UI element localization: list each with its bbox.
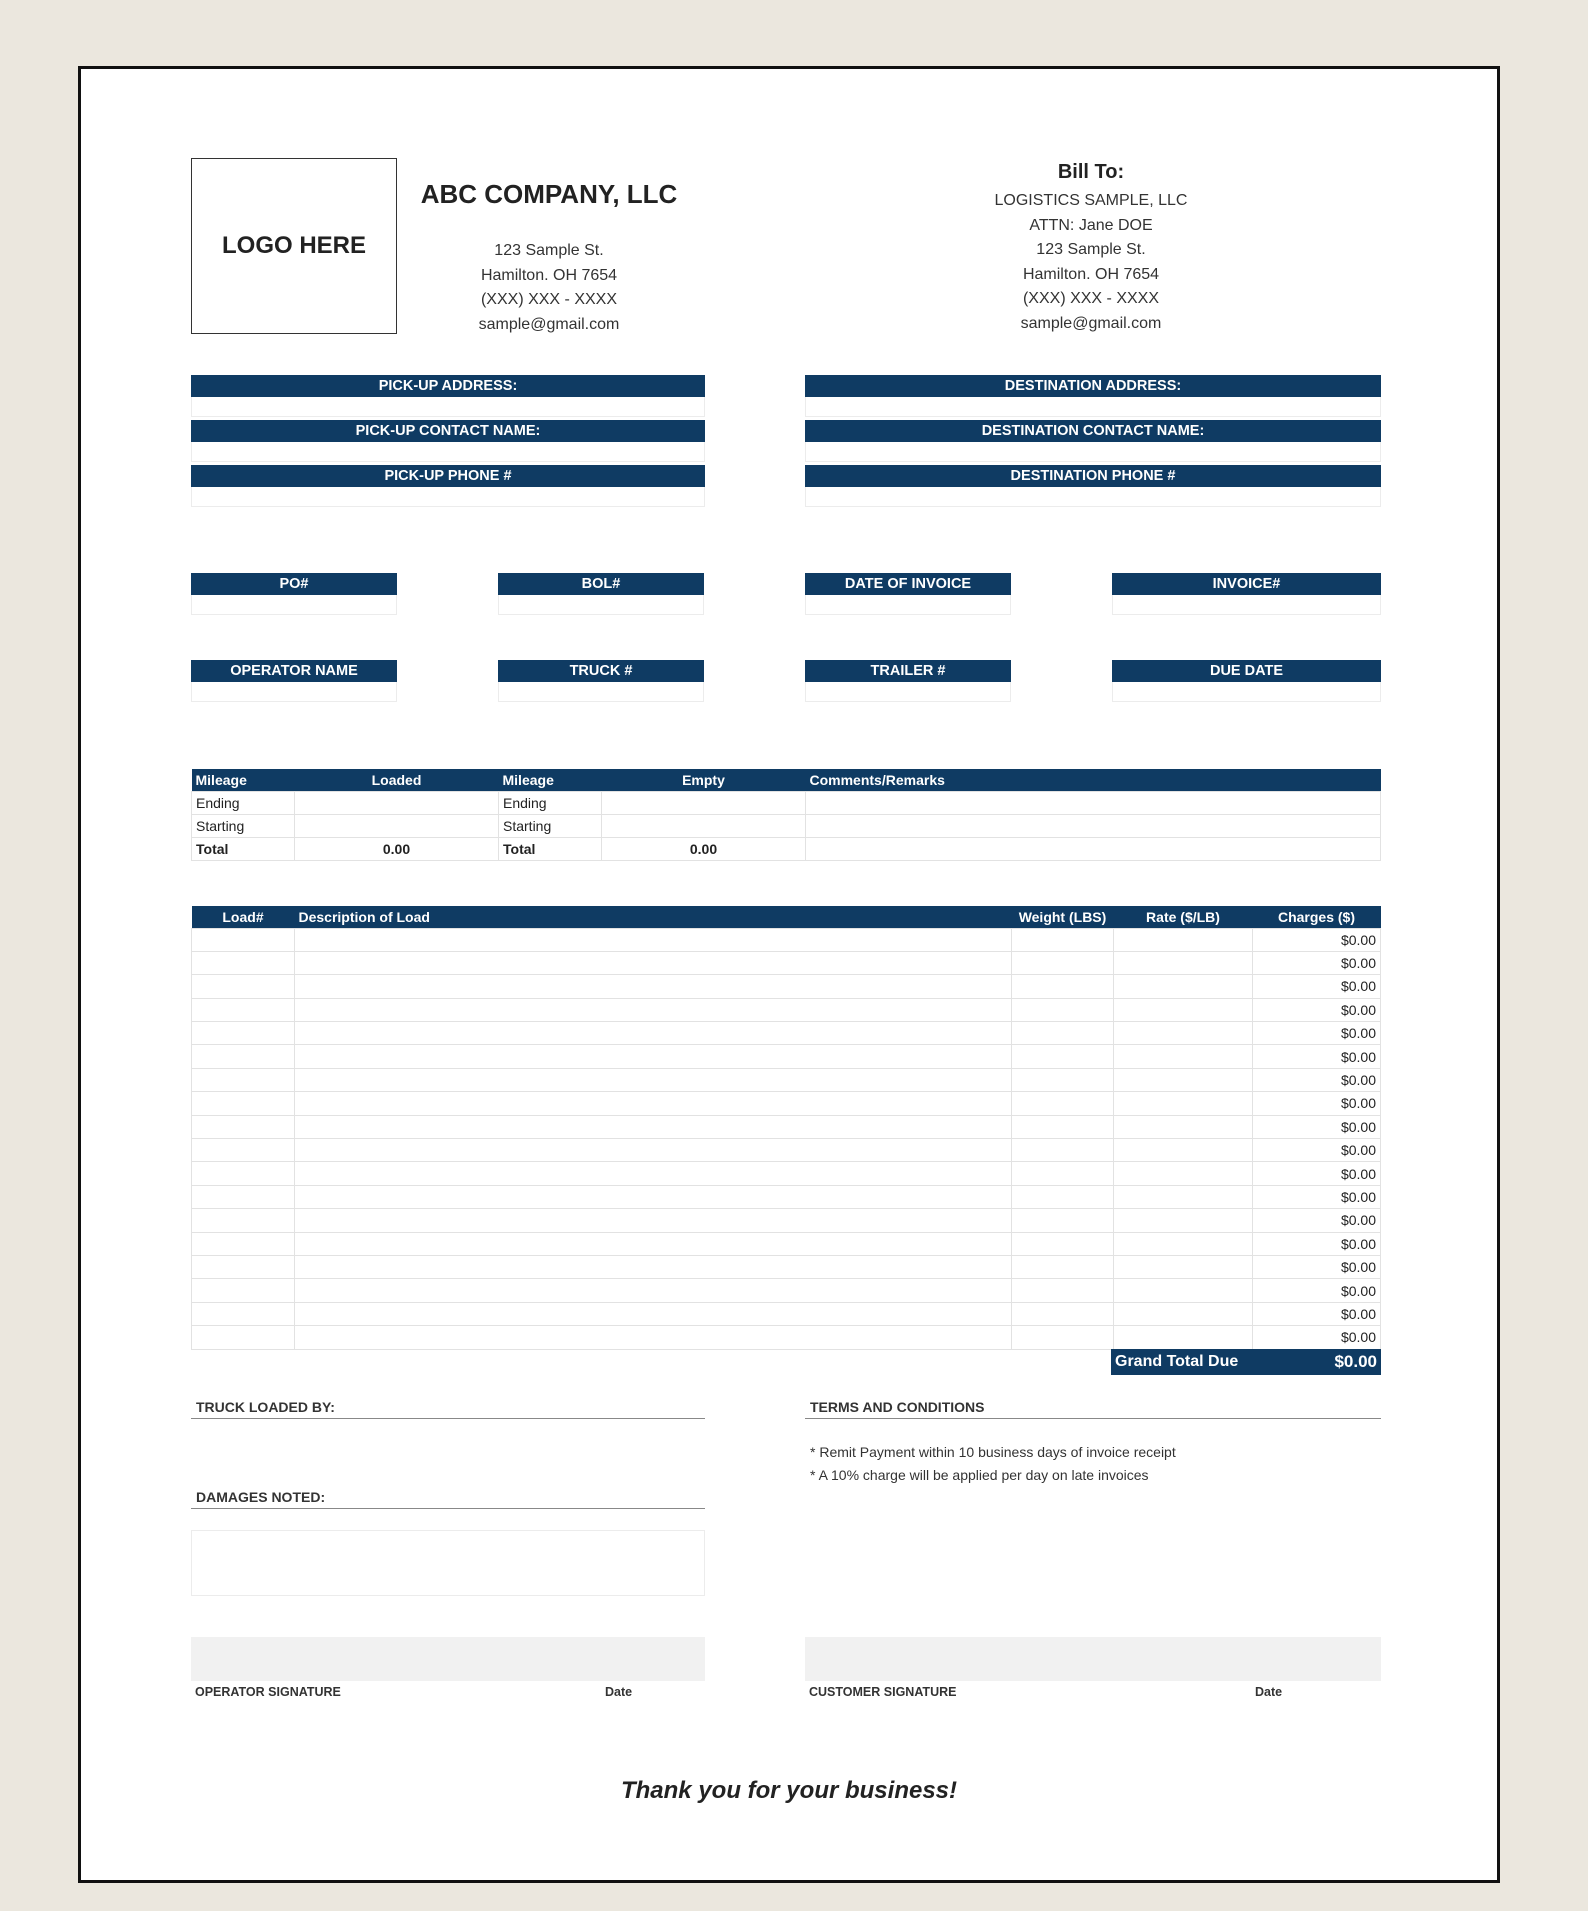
load-row xyxy=(192,975,1381,998)
operator-signature-box[interactable] xyxy=(191,1637,705,1681)
rate-cell[interactable] xyxy=(1114,1185,1253,1208)
load-number-cell[interactable] xyxy=(192,1302,295,1325)
grand-total-bar xyxy=(1111,1349,1381,1375)
load-number-cell[interactable] xyxy=(192,1115,295,1138)
charges-cell: $0.00 xyxy=(1253,1045,1381,1068)
mileage-total-loaded: 0.00 xyxy=(295,837,499,860)
operator-name-header: OPERATOR NAME xyxy=(191,660,397,682)
po-header: PO# xyxy=(191,573,397,595)
description-cell[interactable] xyxy=(295,1302,1012,1325)
pickup-phone-header: PICK-UP PHONE # xyxy=(191,465,705,487)
mileage-total-row xyxy=(192,837,1381,860)
weight-cell[interactable] xyxy=(1012,1255,1114,1278)
grand-total-value: $0.00 xyxy=(1334,1352,1377,1371)
load-row xyxy=(192,1139,1381,1162)
charges-cell: $0.00 xyxy=(1253,1162,1381,1185)
load-row xyxy=(192,1092,1381,1115)
rate-cell[interactable] xyxy=(1114,1255,1253,1278)
charges-cell: $0.00 xyxy=(1253,928,1381,951)
invoice-number-field[interactable] xyxy=(1112,595,1381,615)
charges-cell: $0.00 xyxy=(1253,1115,1381,1138)
rate-header: Rate ($/LB) xyxy=(1114,906,1253,928)
load-row xyxy=(192,1185,1381,1208)
trailer-number-header: TRAILER # xyxy=(805,660,1011,682)
destination-phone-field[interactable] xyxy=(805,487,1381,507)
rate-cell[interactable] xyxy=(1114,1139,1253,1162)
charges-cell: $0.00 xyxy=(1253,1279,1381,1302)
mileage-row xyxy=(192,791,1381,814)
rate-cell[interactable] xyxy=(1114,928,1253,951)
destination-contact-header: DESTINATION CONTACT NAME: xyxy=(805,420,1381,442)
load-row xyxy=(192,1255,1381,1278)
bol-header: BOL# xyxy=(498,573,704,595)
pickup-contact-header: PICK-UP CONTACT NAME: xyxy=(191,420,705,442)
comments-cell[interactable] xyxy=(806,791,1381,814)
weight-cell[interactable] xyxy=(1012,1139,1114,1162)
charges-cell: $0.00 xyxy=(1253,1209,1381,1232)
load-row xyxy=(192,1279,1381,1302)
customer-signature-label: CUSTOMER SIGNATURE xyxy=(809,1685,957,1699)
bill-to-city: Hamilton. OH 7654 xyxy=(1022,265,1160,283)
rate-cell[interactable] xyxy=(1114,1279,1253,1302)
po-field[interactable] xyxy=(191,595,397,615)
rate-cell[interactable] xyxy=(1114,1068,1253,1091)
bill-to-email: sample@gmail.com xyxy=(1020,314,1162,332)
charges-cell: $0.00 xyxy=(1253,1302,1381,1325)
rate-cell[interactable] xyxy=(1114,1092,1253,1115)
description-cell[interactable] xyxy=(295,1115,1012,1138)
thank-you-message: Thank you for your business! xyxy=(620,1777,958,1804)
mileage-label: Ending xyxy=(499,791,602,814)
company-name: ABC COMPANY, LLC xyxy=(420,179,678,209)
bill-to-address xyxy=(941,189,1241,336)
rate-cell[interactable] xyxy=(1114,951,1253,974)
pickup-phone-field[interactable] xyxy=(191,487,705,507)
description-cell[interactable] xyxy=(295,1209,1012,1232)
mileage-label: Ending xyxy=(192,791,295,814)
load-row xyxy=(192,1022,1381,1045)
weight-header: Weight (LBS) xyxy=(1012,906,1114,928)
description-cell[interactable] xyxy=(295,1326,1012,1349)
rate-cell[interactable] xyxy=(1114,1115,1253,1138)
load-number-cell[interactable] xyxy=(192,928,295,951)
load-number-cell[interactable] xyxy=(192,1139,295,1162)
load-row xyxy=(192,1068,1381,1091)
comments-cell[interactable] xyxy=(806,837,1381,860)
rate-cell[interactable] xyxy=(1114,1045,1253,1068)
load-row xyxy=(192,1045,1381,1068)
load-number-cell[interactable] xyxy=(192,1255,295,1278)
weight-cell[interactable] xyxy=(1012,1022,1114,1045)
charges-cell: $0.00 xyxy=(1253,1185,1381,1208)
load-number-cell[interactable] xyxy=(192,951,295,974)
load-number-cell[interactable] xyxy=(192,1022,295,1045)
weight-cell[interactable] xyxy=(1012,1162,1114,1185)
weight-cell[interactable] xyxy=(1012,1302,1114,1325)
load-number-cell[interactable] xyxy=(192,1162,295,1185)
load-row xyxy=(192,1115,1381,1138)
description-cell[interactable] xyxy=(295,1162,1012,1185)
company-email: sample@gmail.com xyxy=(478,315,620,333)
company-city: Hamilton. OH 7654 xyxy=(480,266,618,284)
invoice-number-header: INVOICE# xyxy=(1112,573,1381,595)
operator-name-field[interactable] xyxy=(191,682,397,702)
charges-cell: $0.00 xyxy=(1253,1139,1381,1162)
charges-cell: $0.00 xyxy=(1253,998,1381,1021)
pickup-address-header: PICK-UP ADDRESS: xyxy=(191,375,705,397)
load-number-cell[interactable] xyxy=(192,998,295,1021)
customer-date-label: Date xyxy=(1255,1685,1283,1699)
mileage-header-loaded: Loaded xyxy=(295,769,499,791)
charges-cell: $0.00 xyxy=(1253,1068,1381,1091)
mileage-total-empty: 0.00 xyxy=(602,837,806,860)
destination-address-header: DESTINATION ADDRESS: xyxy=(805,375,1381,397)
invoice-page xyxy=(78,66,1500,1883)
weight-cell[interactable] xyxy=(1012,1185,1114,1208)
weight-cell[interactable] xyxy=(1012,1068,1114,1091)
loads-table xyxy=(191,906,1381,1350)
rate-cell[interactable] xyxy=(1114,1162,1253,1185)
rate-cell[interactable] xyxy=(1114,998,1253,1021)
mileage-value[interactable] xyxy=(602,791,806,814)
terms-title: TERMS AND CONDITIONS xyxy=(805,1399,1381,1419)
description-header: Description of Load xyxy=(295,906,1012,928)
load-number-cell[interactable] xyxy=(192,1326,295,1349)
bill-to-street: 123 Sample St. xyxy=(1036,241,1146,258)
company-phone: (XXX) XXX - XXXX xyxy=(480,291,618,308)
due-date-header: DUE DATE xyxy=(1112,660,1381,682)
description-cell[interactable] xyxy=(295,1279,1012,1302)
weight-cell[interactable] xyxy=(1012,928,1114,951)
load-number-cell[interactable] xyxy=(192,1045,295,1068)
mileage-value[interactable] xyxy=(295,814,499,837)
description-cell[interactable] xyxy=(295,1092,1012,1115)
mileage-label: Starting xyxy=(499,814,602,837)
mileage-table xyxy=(191,769,1381,861)
pickup-contact-field[interactable] xyxy=(191,442,705,462)
charges-cell: $0.00 xyxy=(1253,951,1381,974)
grand-total-label: Grand Total Due xyxy=(1115,1353,1239,1370)
destination-address-field[interactable] xyxy=(805,397,1381,417)
description-cell[interactable] xyxy=(295,1045,1012,1068)
bol-field[interactable] xyxy=(498,595,704,615)
destination-phone-header: DESTINATION PHONE # xyxy=(805,465,1381,487)
rate-cell[interactable] xyxy=(1114,1209,1253,1232)
weight-cell[interactable] xyxy=(1012,1115,1114,1138)
bill-to-title: Bill To: xyxy=(1057,161,1125,183)
load-row xyxy=(192,1326,1381,1349)
truck-loaded-by-label: TRUCK LOADED BY: xyxy=(191,1399,705,1419)
description-cell[interactable] xyxy=(295,1022,1012,1045)
rate-cell[interactable] xyxy=(1114,1302,1253,1325)
charges-cell: $0.00 xyxy=(1253,1022,1381,1045)
mileage-label: Starting xyxy=(192,814,295,837)
mileage-header-row xyxy=(192,769,1381,791)
bill-to-attn: ATTN: Jane DOE xyxy=(1029,216,1153,234)
load-row xyxy=(192,1209,1381,1232)
description-cell[interactable] xyxy=(295,1068,1012,1091)
terms-list xyxy=(810,1441,1380,1487)
company-street: 123 Sample St. xyxy=(494,242,604,259)
charges-header: Charges ($) xyxy=(1253,906,1381,928)
terms-item: * A 10% charge will be applied per day on late invoices xyxy=(810,1467,1149,1483)
load-row xyxy=(192,998,1381,1021)
destination-contact-field[interactable] xyxy=(805,442,1381,462)
weight-cell[interactable] xyxy=(1012,1232,1114,1255)
operator-date-label: Date xyxy=(605,1685,633,1699)
charges-cell: $0.00 xyxy=(1253,1092,1381,1115)
pickup-address-field[interactable] xyxy=(191,397,705,417)
load-number-cell[interactable] xyxy=(192,1092,295,1115)
description-cell[interactable] xyxy=(295,928,1012,951)
weight-cell[interactable] xyxy=(1012,951,1114,974)
description-cell[interactable] xyxy=(295,1255,1012,1278)
operator-signature-label: OPERATOR SIGNATURE xyxy=(195,1685,341,1699)
load-number-cell[interactable] xyxy=(192,1232,295,1255)
description-cell[interactable] xyxy=(295,998,1012,1021)
description-cell[interactable] xyxy=(295,1139,1012,1162)
due-date-field[interactable] xyxy=(1112,682,1381,702)
load-number-cell[interactable] xyxy=(192,1279,295,1302)
load-number-header: Load# xyxy=(192,906,295,928)
rate-cell[interactable] xyxy=(1114,1022,1253,1045)
weight-cell[interactable] xyxy=(1012,1326,1114,1349)
mileage-header-empty: Empty xyxy=(602,769,806,791)
charges-cell: $0.00 xyxy=(1253,975,1381,998)
description-cell[interactable] xyxy=(295,951,1012,974)
trailer-number-field[interactable] xyxy=(805,682,1011,702)
load-number-cell[interactable] xyxy=(192,1068,295,1091)
weight-cell[interactable] xyxy=(1012,1279,1114,1302)
damages-noted-label: DAMAGES NOTED: xyxy=(191,1489,705,1509)
mileage-header-empty-label: Mileage xyxy=(499,769,602,791)
mileage-header-loaded-label: Mileage xyxy=(192,769,295,791)
charges-cell: $0.00 xyxy=(1253,1255,1381,1278)
load-number-cell[interactable] xyxy=(192,1185,295,1208)
comments-header: Comments/Remarks xyxy=(806,769,1381,791)
truck-loaded-by-field[interactable] xyxy=(191,1421,705,1471)
charges-cell: $0.00 xyxy=(1253,1326,1381,1349)
load-row xyxy=(192,1232,1381,1255)
weight-cell[interactable] xyxy=(1012,1045,1114,1068)
terms-item: * Remit Payment within 10 business days of invoice receipt xyxy=(810,1444,1176,1460)
description-cell[interactable] xyxy=(295,1185,1012,1208)
bill-to-phone: (XXX) XXX - XXXX xyxy=(1022,290,1160,307)
weight-cell[interactable] xyxy=(1012,1092,1114,1115)
rate-cell[interactable] xyxy=(1114,1232,1253,1255)
mileage-row xyxy=(192,814,1381,837)
load-row xyxy=(192,1162,1381,1185)
mileage-total-label: Total xyxy=(192,837,295,860)
load-row xyxy=(192,951,1381,974)
weight-cell[interactable] xyxy=(1012,975,1114,998)
mileage-total-label: Total xyxy=(499,837,602,860)
description-cell[interactable] xyxy=(295,1232,1012,1255)
bill-to-company: LOGISTICS SAMPLE, LLC xyxy=(994,192,1188,209)
truck-number-field[interactable] xyxy=(498,682,704,702)
load-row xyxy=(192,1302,1381,1325)
mileage-value[interactable] xyxy=(602,814,806,837)
date-of-invoice-header: DATE OF INVOICE xyxy=(805,573,1011,595)
rate-cell[interactable] xyxy=(1114,975,1253,998)
description-cell[interactable] xyxy=(295,975,1012,998)
customer-signature-box[interactable] xyxy=(805,1637,1381,1681)
loads-header-row xyxy=(192,906,1381,928)
load-number-cell[interactable] xyxy=(192,1209,295,1232)
company-address xyxy=(399,239,699,337)
rate-cell[interactable] xyxy=(1114,1326,1253,1349)
charges-cell: $0.00 xyxy=(1253,1232,1381,1255)
mileage-value[interactable] xyxy=(295,791,499,814)
weight-cell[interactable] xyxy=(1012,1209,1114,1232)
load-row xyxy=(192,928,1381,951)
damages-noted-field[interactable] xyxy=(191,1530,705,1596)
weight-cell[interactable] xyxy=(1012,998,1114,1021)
comments-cell[interactable] xyxy=(806,814,1381,837)
logo-placeholder: LOGO HERE xyxy=(191,158,397,334)
date-of-invoice-field[interactable] xyxy=(805,595,1011,615)
truck-number-header: TRUCK # xyxy=(498,660,704,682)
load-number-cell[interactable] xyxy=(192,975,295,998)
